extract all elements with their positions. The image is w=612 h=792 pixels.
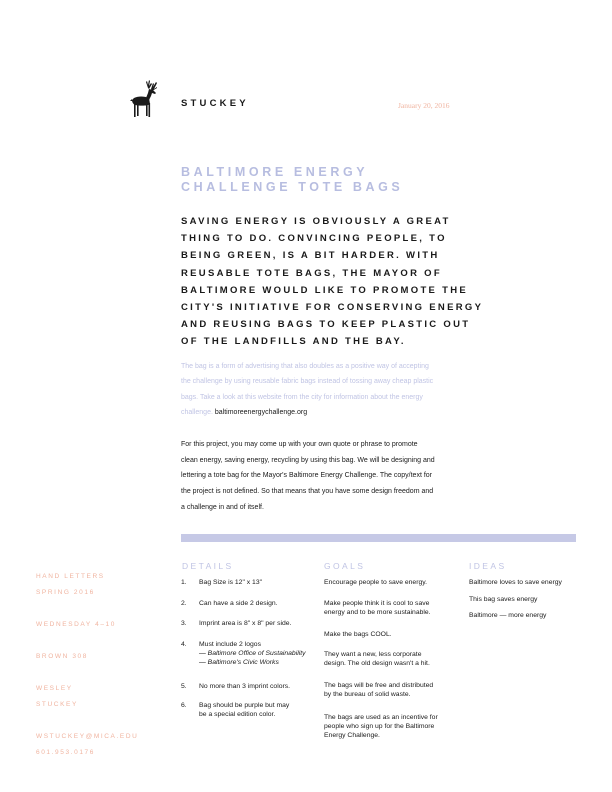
classroom: BROWN 308: [36, 653, 88, 660]
item-text: Can have a side 2 design.: [199, 600, 278, 607]
lead-line: AND REUSING BAGS TO KEEP PLASTIC OUT: [181, 319, 471, 331]
item-number: 2.: [181, 600, 187, 607]
item-text: Make people think it is cool to save: [324, 600, 430, 607]
instructor-phone: 601.953.0176: [36, 749, 95, 756]
list-item: [324, 599, 459, 617]
project-line: clean energy, saving energy, recycling by using this bag. We will be designing and: [181, 456, 435, 464]
lead-line: BEING GREEN, IS A BIT HARDER. WITH: [181, 250, 440, 262]
item-text: Energy Challenge.: [324, 732, 380, 740]
item-text: by the bureau of solid waste.: [324, 691, 411, 699]
list-item: [324, 681, 459, 699]
blurb-line: bags. Take a look at this website from the city for information about the energy: [181, 393, 423, 401]
intro-blurb: [181, 359, 471, 420]
class-time: WEDNESDAY 4–10: [36, 621, 116, 628]
lead-line: BALTIMORE WOULD LIKE TO PROMOTE THE: [181, 284, 469, 296]
lead-line: CITY'S INITIATIVE FOR CONSERVING ENERGY: [181, 302, 484, 314]
website-link[interactable]: baltimoreenergychallenge.org: [214, 408, 308, 416]
lead-line: REUSABLE TOTE BAGS, THE MAYOR OF: [181, 267, 442, 279]
brand-name: STUCKEY: [181, 98, 249, 109]
instructor-first-name: WESLEY: [36, 685, 73, 692]
list-item: [324, 713, 459, 741]
item-number: 6.: [181, 702, 187, 709]
title-line: BALTIMORE ENERGY: [181, 165, 369, 179]
item-text: They want a new, less corporate: [324, 651, 422, 658]
item-text: people who sign up for the Baltimore: [324, 723, 435, 731]
course-name: HAND LETTERS: [36, 573, 105, 580]
blurb-line: [181, 405, 471, 420]
item-number: 5.: [181, 683, 187, 690]
project-line: lettering a tote bag for the Mayor's Baltimore Energy Challenge. The copy/text for: [181, 472, 433, 480]
list-item: [324, 578, 459, 587]
page-title: [181, 165, 403, 195]
item-text: Must include 2 logos: [199, 641, 261, 648]
item-text: Bag should be purple but may: [199, 702, 290, 709]
section-divider-bar: [181, 534, 576, 542]
project-line: the project is not defined. So that means that you have some design freedom and: [181, 488, 434, 496]
item-text: be a special edition color.: [199, 711, 276, 719]
list-item: This bag saves energy: [469, 596, 538, 603]
project-paragraph: [181, 437, 471, 516]
lead-line: SAVING ENERGY IS OBVIOUSLY A GREAT: [181, 216, 451, 227]
instructor-email[interactable]: WSTUCKEY@MICA.EDU: [36, 733, 139, 740]
list-item: [324, 630, 459, 639]
item-text: design. The old design wasn't a hit.: [324, 660, 430, 668]
blurb-line: The bag is a form of advertising that also doubles as a positive way of accepting: [181, 363, 429, 370]
list-item: Baltimore — more energy: [469, 612, 547, 619]
item-number: 3.: [181, 620, 187, 627]
title-line: CHALLENGE TOTE BAGS: [181, 180, 404, 194]
item-text: energy and to be more sustainable.: [324, 609, 431, 617]
details-heading: DETAILS: [182, 561, 234, 571]
item-number: 4.: [181, 641, 187, 648]
item-text: Bag Size is 12" x 13": [199, 579, 263, 586]
project-line: For this project, you may come up with your own quote or phrase to promote: [181, 441, 418, 448]
item-text: The bags will be free and distributed: [324, 682, 434, 689]
item-text: — Baltimore's Civic Works: [199, 659, 279, 667]
course-term: SPRING 2016: [36, 589, 95, 596]
blurb-line: the challenge by using reusable fabric bags instead of tossing away cheap plastic: [181, 378, 434, 386]
item-text: The bags are used as an incentive for: [324, 714, 438, 721]
lead-line: OF THE LANDFILLS AND THE BAY.: [181, 336, 406, 348]
list-item: Baltimore loves to save energy: [469, 579, 562, 586]
item-text: Make the bags COOL.: [324, 631, 392, 638]
item-text: Encourage people to save energy.: [324, 579, 428, 586]
goals-heading: GOALS: [324, 561, 366, 571]
deer-icon: [128, 80, 162, 118]
instructor-last-name: STUCKEY: [36, 701, 78, 708]
item-text: Imprint area is 8" x 8" per side.: [199, 620, 292, 627]
ideas-heading: IDEAS: [469, 561, 507, 571]
project-line: a challenge in and of itself.: [181, 503, 264, 511]
lead-line: THING TO DO. CONVINCING PEOPLE, TO: [181, 233, 447, 245]
lead-paragraph: [181, 213, 484, 351]
document-date: January 20, 2016: [398, 101, 450, 110]
item-text: — Baltimore Office of Sustainability: [199, 650, 306, 658]
item-text: No more than 3 imprint colors.: [199, 683, 291, 690]
blurb-last-text: challenge.: [181, 408, 213, 416]
item-number: 1.: [181, 579, 187, 586]
list-item: [324, 650, 459, 668]
